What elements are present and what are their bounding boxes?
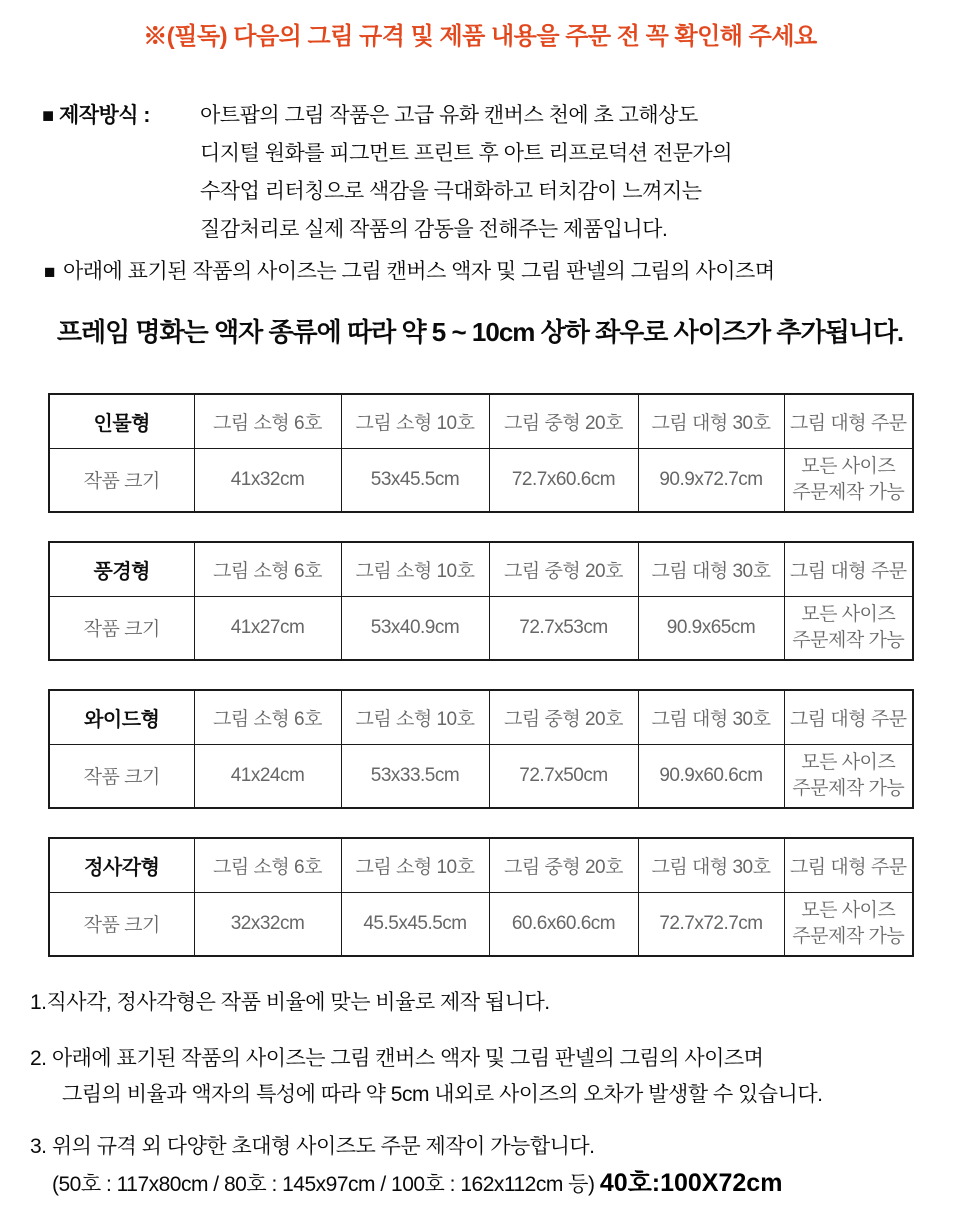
size-cell: 90.9x72.7cm xyxy=(638,448,784,512)
size-cell: 60.6x60.6cm xyxy=(489,892,638,956)
size-table-square xyxy=(48,837,914,957)
column-header: 그림 소형 10호 xyxy=(341,690,489,744)
footnote-2-line1: 2. 아래에 표기된 작품의 사이즈는 그림 캔버스 액자 및 그림 판넬의 그림의 사이즈며 xyxy=(30,1047,764,1070)
footnote-3-line1: 3. 위의 규격 외 다양한 초대형 사이즈도 주문 제작이 가능합니다. xyxy=(30,1135,595,1158)
custom-order-cell xyxy=(784,448,913,512)
column-header: 그림 대형 30호 xyxy=(638,690,784,744)
footnote-3-line2 xyxy=(30,1165,960,1203)
size-cell: 41x27cm xyxy=(194,596,341,660)
column-header: 그림 소형 10호 xyxy=(341,394,489,448)
custom-order-line: 모든 사이즈 xyxy=(801,603,896,625)
category-cell: 인물형 xyxy=(49,394,194,448)
production-method-line: 질감처리로 실제 작품의 감동을 전해주는 제품입니다. xyxy=(200,218,668,241)
size-table-landscape xyxy=(48,541,914,661)
size-cell: 90.9x65cm xyxy=(638,596,784,660)
size-cell: 41x24cm xyxy=(194,744,341,808)
size-cell: 53x33.5cm xyxy=(341,744,489,808)
size-cell: 41x32cm xyxy=(194,448,341,512)
size-cell: 53x40.9cm xyxy=(341,596,489,660)
table-data-row xyxy=(49,448,913,512)
column-header: 그림 소형 10호 xyxy=(341,542,489,596)
production-method-label-text: 제작방식 : xyxy=(58,104,150,127)
column-header: 그림 중형 20호 xyxy=(489,394,638,448)
footnotes-section xyxy=(0,987,960,1203)
custom-order-line: 모든 사이즈 xyxy=(801,899,896,921)
column-header: 그림 중형 20호 xyxy=(489,690,638,744)
table-header-row xyxy=(49,542,913,596)
size-cell: 72.7x53cm xyxy=(489,596,638,660)
column-header: 그림 대형 주문 xyxy=(784,542,913,596)
size-40-highlight: 40호:100X72cm xyxy=(599,1169,783,1197)
production-method-label xyxy=(42,97,150,135)
table-header-row xyxy=(49,838,913,892)
square-bullet-icon: ■ xyxy=(44,262,55,283)
production-method-section xyxy=(0,97,960,249)
column-header: 그림 대형 30호 xyxy=(638,394,784,448)
production-method-line: 아트팝의 그림 작품은 고급 유화 캔버스 천에 초 고해상도 xyxy=(200,104,698,127)
footnote-2-line2: 그림의 비율과 액자의 특성에 따라 약 5cm 내외로 사이즈의 오차가 발생할 수 있습니다. xyxy=(62,1083,823,1106)
frame-size-note: 프레임 명화는 액자 종류에 따라 약 5 ~ 10cm 상하 좌우로 사이즈가 추가됩니다. xyxy=(56,317,904,347)
size-table-wide xyxy=(48,689,914,809)
custom-order-cell xyxy=(784,596,913,660)
row-label-cell: 작품 크기 xyxy=(49,744,194,808)
size-cell: 45.5x45.5cm xyxy=(341,892,489,956)
table-data-row xyxy=(49,744,913,808)
custom-order-line: 주문제작 가능 xyxy=(792,925,905,947)
size-cell: 53x45.5cm xyxy=(341,448,489,512)
custom-order-line: 주문제작 가능 xyxy=(792,629,905,651)
column-header: 그림 소형 10호 xyxy=(341,838,489,892)
custom-order-cell xyxy=(784,744,913,808)
column-header: 그림 대형 주문 xyxy=(784,838,913,892)
size-disclaimer-text: 아래에 표기된 작품의 사이즈는 그림 캔버스 액자 및 그림 판넬의 그림의 사이즈며 xyxy=(62,260,775,283)
custom-order-line: 주문제작 가능 xyxy=(792,777,905,799)
column-header: 그림 대형 30호 xyxy=(638,838,784,892)
notice-banner: ※(필독) 다음의 그림 규격 및 제품 내용을 주문 전 꼭 확인해 주세요 xyxy=(143,23,817,50)
footnote-3 xyxy=(30,1129,960,1203)
size-cell: 72.7x50cm xyxy=(489,744,638,808)
table-data-row xyxy=(49,892,913,956)
custom-order-line: 모든 사이즈 xyxy=(801,751,896,773)
column-header: 그림 소형 6호 xyxy=(194,542,341,596)
production-method-line: 디지털 원화를 피그먼트 프린트 후 아트 리프로덕션 전문가의 xyxy=(200,142,732,165)
row-label-cell: 작품 크기 xyxy=(49,596,194,660)
size-cell: 72.7x60.6cm xyxy=(489,448,638,512)
column-header: 그림 대형 30호 xyxy=(638,542,784,596)
column-header: 그림 소형 6호 xyxy=(194,838,341,892)
custom-order-line: 모든 사이즈 xyxy=(801,455,896,477)
column-header: 그림 중형 20호 xyxy=(489,542,638,596)
oversize-list-text: (50호 : 117x80cm / 80호 : 145x97cm / 100호 : 162x112cm 등) xyxy=(52,1173,595,1196)
row-label-cell: 작품 크기 xyxy=(49,448,194,512)
square-bullet-icon: ■ xyxy=(42,105,54,127)
column-header: 그림 대형 주문 xyxy=(784,690,913,744)
size-disclaimer-note xyxy=(0,257,960,288)
custom-order-cell xyxy=(784,892,913,956)
category-cell: 정사각형 xyxy=(49,838,194,892)
size-cell: 90.9x60.6cm xyxy=(638,744,784,808)
footnote-2 xyxy=(30,1041,960,1113)
size-cell: 32x32cm xyxy=(194,892,341,956)
size-table-portrait xyxy=(48,393,914,513)
table-header-row xyxy=(49,690,913,744)
column-header: 그림 중형 20호 xyxy=(489,838,638,892)
category-cell: 와이드형 xyxy=(49,690,194,744)
table-data-row xyxy=(49,596,913,660)
custom-order-line: 주문제작 가능 xyxy=(792,481,905,503)
size-cell: 72.7x72.7cm xyxy=(638,892,784,956)
row-label-cell: 작품 크기 xyxy=(49,892,194,956)
column-header: 그림 소형 6호 xyxy=(194,394,341,448)
footnote-1: 1.직사각, 정사각형은 작품 비율에 맞는 비율로 제작 됩니다. xyxy=(30,991,550,1014)
column-header: 그림 대형 주문 xyxy=(784,394,913,448)
column-header: 그림 소형 6호 xyxy=(194,690,341,744)
production-method-line: 수작업 리터칭으로 색감을 극대화하고 터치감이 느껴지는 xyxy=(200,180,702,203)
table-header-row xyxy=(49,394,913,448)
category-cell: 풍경형 xyxy=(49,542,194,596)
